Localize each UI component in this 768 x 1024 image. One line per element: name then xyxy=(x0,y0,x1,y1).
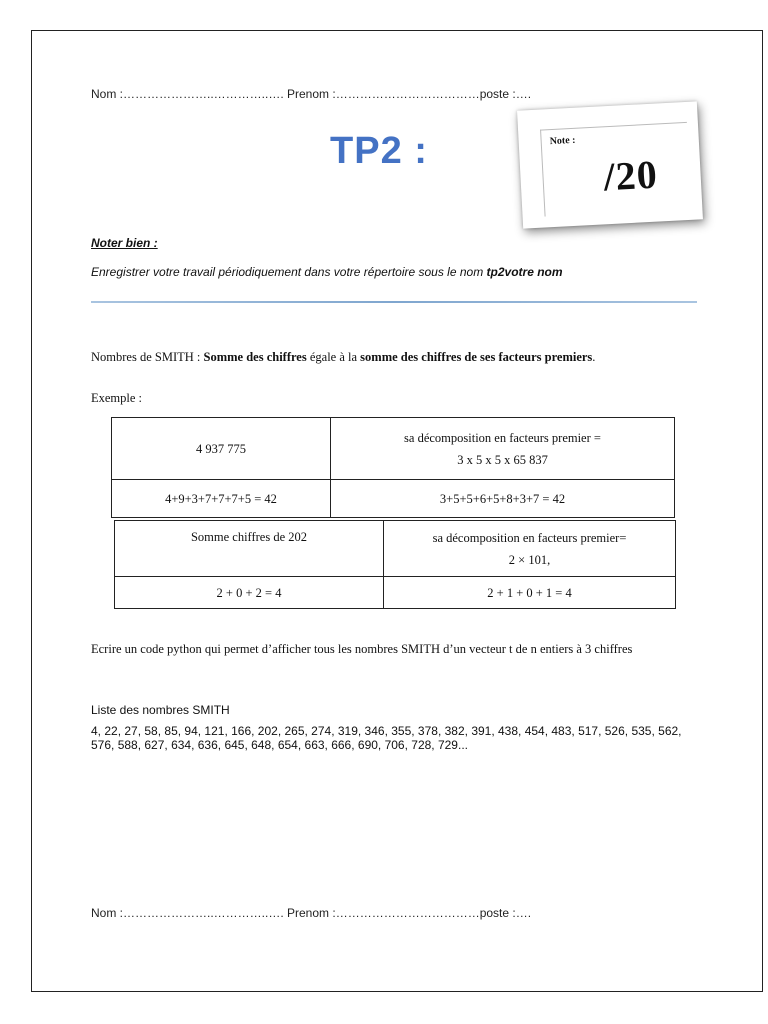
header-student-line: Nom :…………………..…………..…. Prenom :………………………………poste :…. xyxy=(91,87,532,101)
smith-bold-digit-sum: Somme des chiffres xyxy=(203,350,307,364)
smith-list-title: Liste des nombres SMITH xyxy=(91,703,230,717)
example-table-1 xyxy=(111,417,675,518)
smith-definition xyxy=(91,349,671,365)
notice-text-prefix: Enregistrer votre travail périodiquement dans votre répertoire sous le nom xyxy=(91,265,487,279)
example2-digit-sum: 2 + 0 + 2 = 4 xyxy=(115,577,384,609)
footer-student-line: Nom :…………………..…………..…. Prenom :………………………………poste :…. xyxy=(91,906,532,920)
example2-decomposition: 2 × 101, xyxy=(508,552,551,567)
example1-decomposition-title: sa décomposition en facteurs premier = xyxy=(404,430,601,445)
grade-note-label: Note : xyxy=(549,134,576,148)
example-label: Exemple : xyxy=(91,391,143,405)
example2-decomposition-cell xyxy=(384,521,676,577)
example2-factor-digit-sum: 2 + 1 + 0 + 1 = 4 xyxy=(384,577,676,609)
example-table-2 xyxy=(114,520,676,609)
grade-note-card xyxy=(517,101,703,228)
python-task: Ecrire un code python qui permet d’afficher tous les nombres SMITH d’un vecteur t de n entiers à 3 chiffres xyxy=(91,642,633,656)
example1-factor-digit-sum: 3+5+5+6+5+8+3+7 = 42 xyxy=(331,480,675,518)
notice-text xyxy=(91,265,563,279)
grade-note-value: /20 xyxy=(602,151,659,200)
smith-end: . xyxy=(592,350,596,364)
example1-number: 4 937 775 xyxy=(112,418,331,480)
smith-list-values: 4, 22, 27, 58, 85, 94, 121, 166, 202, 265, 274, 319, 346, 355, 378, 382, 391, 438, 454, 483, 517, 526, 535, 562, 576, 588, 627, 634, 636, 645, 648, 654, 663, 666, 690, 706, 728, 729... xyxy=(91,724,682,752)
example2-decomposition-title: sa décomposition en facteurs premier= xyxy=(432,530,627,545)
smith-middle: égale à la xyxy=(306,350,361,364)
example1-decomposition-cell xyxy=(331,418,675,480)
example1-decomposition: 3 x 5 x 5 x 65 837 xyxy=(457,452,548,467)
separator-line xyxy=(91,301,697,303)
notice-filename: tp2votre nom xyxy=(486,265,563,279)
page-title: TP2 : xyxy=(330,130,428,172)
example2-label: Somme chiffres de 202 xyxy=(115,521,384,577)
smith-bold-factor-sum: somme des chiffres de ses facteurs premiers xyxy=(360,350,593,364)
notice-heading: Noter bien : xyxy=(91,236,158,250)
smith-intro: Nombres de SMITH : xyxy=(91,350,204,364)
example1-digit-sum: 4+9+3+7+7+7+5 = 42 xyxy=(112,480,331,518)
grade-note-frame xyxy=(540,122,691,217)
